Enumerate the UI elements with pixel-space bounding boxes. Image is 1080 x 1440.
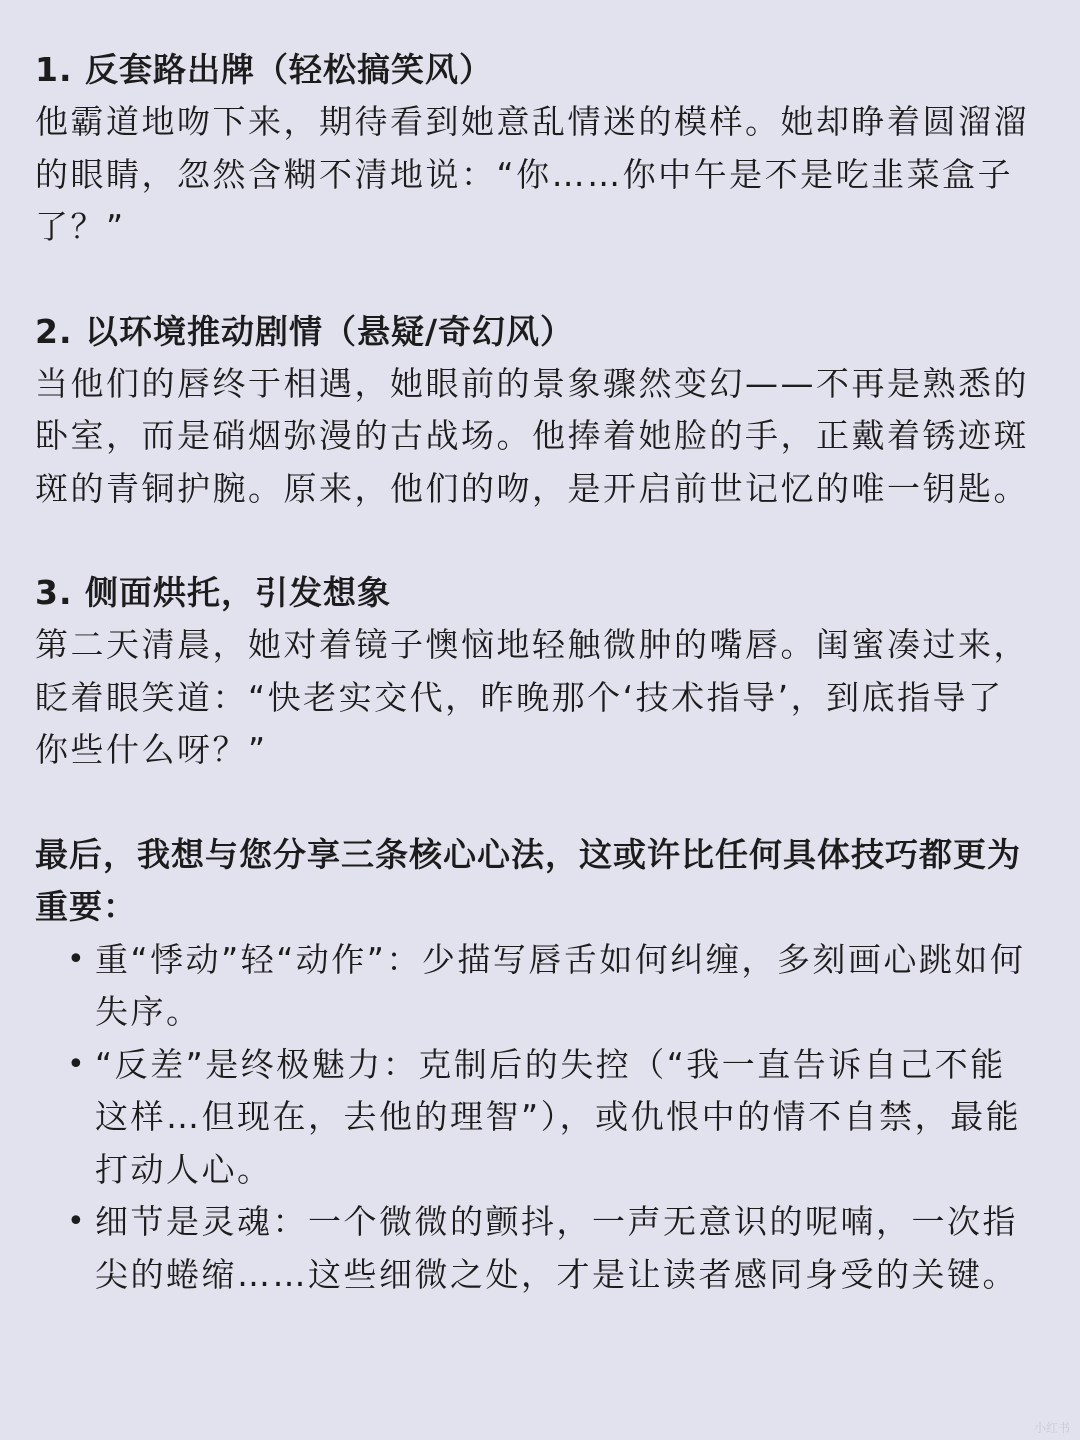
section-heading: 2. 以环境推动剧情（悬疑/奇幻风） <box>35 311 575 351</box>
list-item-text: 重“悸动”轻“动作”：少描写唇舌如何纠缠，多刻画心跳如何失序。 <box>95 939 1026 1031</box>
list-item-text: “反差”是终极魅力：克制后的失控（“我一直告诉自己不能这样…但现在，去他的理智”），或仇恨中的情不自禁，最能打动人心。 <box>95 1044 1022 1189</box>
section-indirect <box>35 567 1040 777</box>
section-body: 第二天清晨，她对着镜子懊恼地轻触微肿的嘴唇。闺蜜凑过来，眨着眼笑道：“快老实交代，昨晚那个‘技术指导’，到底指导了你些什么呀？” <box>35 625 1029 769</box>
list-item <box>35 1039 1040 1197</box>
list-item-text: 细节是灵魂：一个微微的颤抖，一声无意识的呢喃，一次指尖的蜷缩……这些细微之处，才是让读者感同身受的关键。 <box>95 1202 1018 1294</box>
list-item <box>35 934 1040 1039</box>
section-environment <box>35 306 1040 516</box>
bullet-icon: • <box>67 1204 88 1239</box>
section-body: 他霸道地吻下来，期待看到她意乱情迷的模样。她却睁着圆溜溜的眼睛，忽然含糊不清地说：“你……你中午是不是吃韭菜盒子了？” <box>35 102 1029 246</box>
principle-list <box>35 934 1040 1302</box>
closing-heading: 最后，我想与您分享三条核心心法，这或许比任何具体技巧都更为重要： <box>35 834 1021 926</box>
section-heading: 3. 侧面烘托，引发想象 <box>35 573 391 612</box>
section-body: 当他们的唇终于相遇，她眼前的景象骤然变幻——不再是熟悉的卧室，而是硝烟弥漫的古战场。他捧着她脸的手，正戴着锈迹斑斑的青铜护腕。原来，他们的吻，是开启前世记忆的唯一钥匙。 <box>35 363 1029 508</box>
section-anti-cliche <box>35 44 1040 254</box>
closing-section <box>35 829 1040 1302</box>
bullet-icon: • <box>67 941 88 977</box>
watermark: 小红书 <box>1033 1421 1070 1435</box>
section-heading: 1. 反套路出牌（轻松搞笑风） <box>35 50 493 89</box>
list-item <box>35 1196 1040 1301</box>
bullet-icon: • <box>67 1046 88 1082</box>
